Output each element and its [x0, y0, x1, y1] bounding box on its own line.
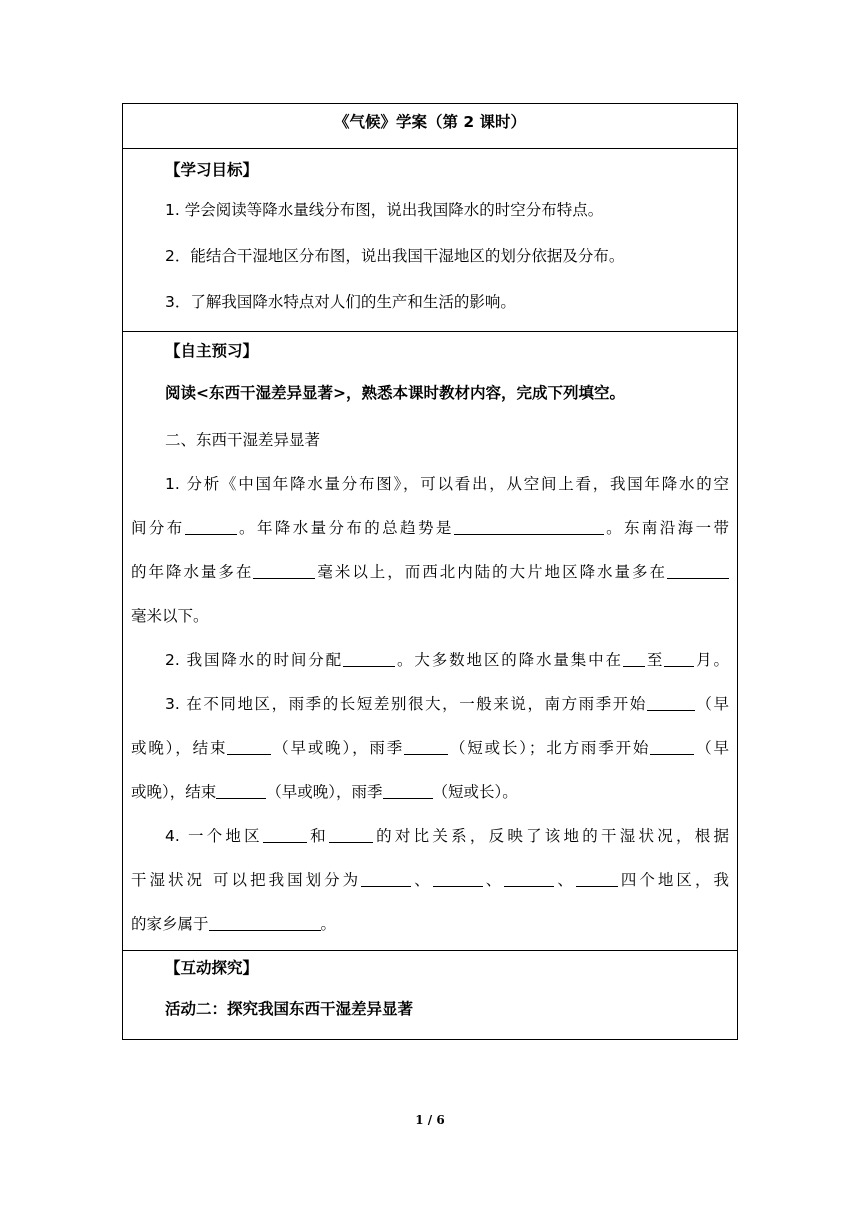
- preview-section: [123, 332, 738, 951]
- question-2: 2. 我国降水的时间分配 。大多数地区的降水量集中在 至 月。: [165, 651, 729, 669]
- answer-blank[interactable]: [329, 826, 373, 843]
- question-1-line-2: 间分布 。年降水量分布的总趋势是 。东南沿海一带: [131, 519, 729, 537]
- preview-instruction: 阅读<东西干湿差异显著>，熟悉本课时教材内容，完成下列填空。: [165, 384, 625, 402]
- answer-blank[interactable]: [404, 738, 448, 755]
- question-3-line-3: 或晚），结束 （早或晚），雨季 （短或长）。: [131, 783, 518, 801]
- objective-item-2: 2．能结合干湿地区分布图，说出我国干湿地区的划分依据及分布。: [165, 247, 625, 265]
- question-4-line-1: 4. 一个地区 和 的对比关系，反映了该地的干湿状况，根据: [165, 827, 729, 845]
- worksheet-table: [122, 103, 738, 1040]
- answer-blank[interactable]: [667, 562, 729, 579]
- question-3-line-1: 3. 在不同地区，雨季的长短差别很大，一般来说，南方雨季开始 （早: [165, 695, 729, 713]
- answer-blank[interactable]: [263, 826, 307, 843]
- answer-blank[interactable]: [343, 650, 395, 667]
- answer-blank[interactable]: [433, 870, 483, 887]
- question-4-line-2: 干湿状况 可以把我国划分为 、 、 、 四个地区，我: [131, 871, 729, 889]
- section-heading: 二、东西干湿差异显著: [165, 431, 321, 449]
- answer-blank[interactable]: [209, 914, 321, 931]
- question-1-line-3: 的年降水量多在 毫米以上，而西北内陆的大片地区降水量多在: [131, 550, 729, 594]
- question-4-line-3: 的家乡属于 。: [131, 915, 337, 933]
- answer-blank[interactable]: [361, 870, 411, 887]
- answer-blank[interactable]: [650, 738, 694, 755]
- objectives-section: [123, 149, 738, 332]
- answer-blank[interactable]: [623, 650, 645, 667]
- explore-section: [123, 951, 738, 1040]
- page-number: 1 / 6: [415, 1113, 445, 1127]
- explore-heading: 【互动探究】: [165, 959, 259, 977]
- answer-blank[interactable]: [504, 870, 554, 887]
- question-3-line-2: 或晚），结束 （早或晚），雨季 （短或长）；北方雨季开始 （早: [131, 739, 729, 757]
- activity-title: 活动二：探究我国东西干湿差异显著: [165, 1000, 414, 1018]
- document-title: 《气候》学案（第 2 课时）: [123, 104, 738, 149]
- answer-blank[interactable]: [454, 518, 604, 535]
- objectives-heading: 【学习目标】: [165, 161, 259, 179]
- question-1-line-1: 1. 分析《中国年降水量分布图》，可以看出，从空间上看，我国年降水的空: [165, 475, 729, 493]
- preview-heading: 【自主预习】: [165, 342, 259, 360]
- answer-blank[interactable]: [576, 870, 618, 887]
- answer-blank[interactable]: [253, 562, 315, 579]
- objective-item-3: 3．了解我国降水特点对人们的生产和生活的影响。: [165, 293, 516, 311]
- answer-blank[interactable]: [647, 694, 695, 711]
- answer-blank[interactable]: [216, 782, 266, 799]
- answer-blank[interactable]: [185, 518, 237, 535]
- answer-blank[interactable]: [383, 782, 433, 799]
- answer-blank[interactable]: [664, 650, 694, 667]
- question-1-line-4: 毫米以下。: [131, 607, 209, 625]
- answer-blank[interactable]: [227, 738, 271, 755]
- objective-item-1: 1. 学会阅读等降水量线分布图，说出我国降水的时空分布特点。: [165, 201, 604, 219]
